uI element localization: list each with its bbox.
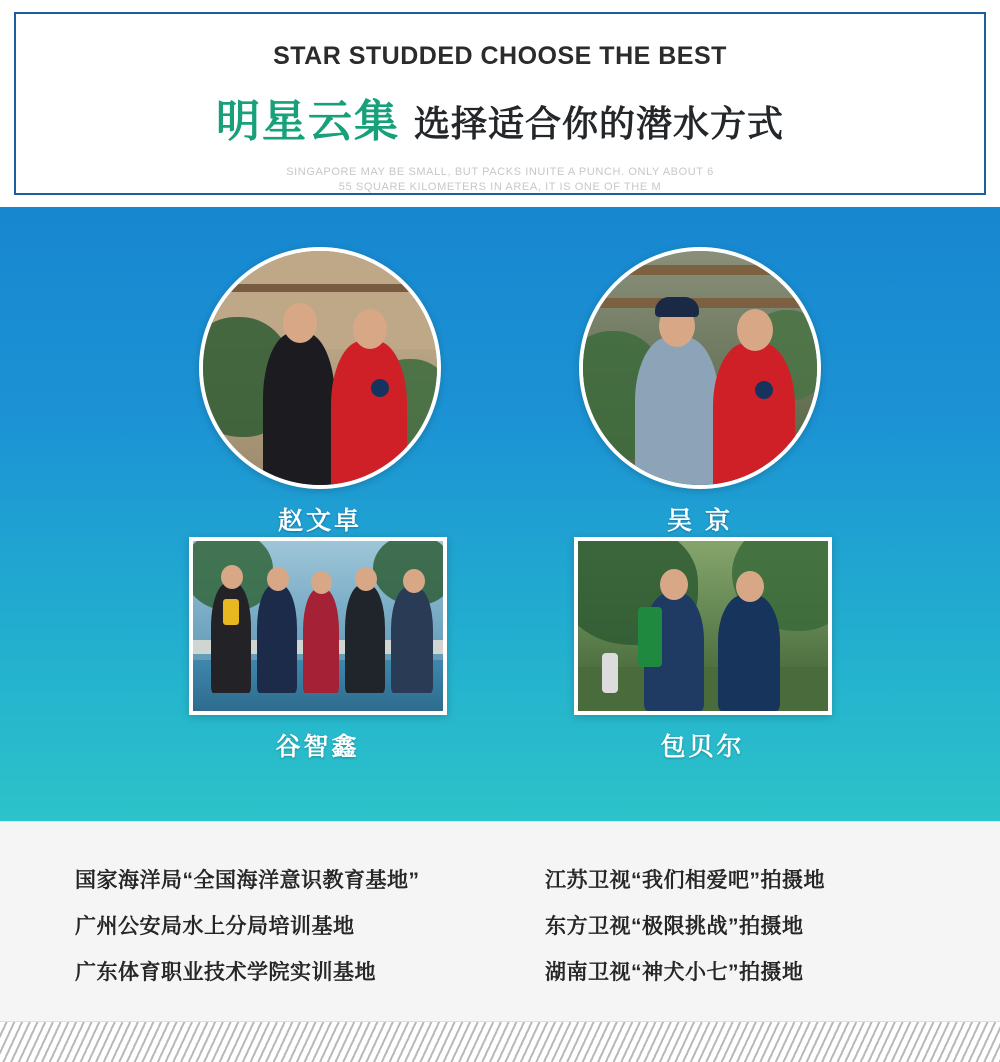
fact-line: 广东体育职业技术学院实训基地 [75, 960, 376, 984]
header-title-highlight: 明星云集 [215, 97, 400, 146]
header-content [12, 14, 988, 197]
star-photo-circle [199, 247, 441, 489]
star-name: 谷智鑫 [275, 733, 360, 761]
hatched-divider [0, 1021, 1000, 1062]
facts-columns [75, 864, 925, 986]
facts-column-left [75, 864, 515, 986]
page-header [0, 0, 1000, 207]
star-photo-scene [583, 251, 817, 485]
star-photo-rect [574, 537, 832, 715]
stars-grid [0, 207, 1000, 821]
fact-line: 广州公安局水上分局培训基地 [75, 914, 355, 938]
header-subtitle [286, 165, 714, 195]
header-title-main: 选择适合你的潜水方式 [413, 103, 784, 144]
star-name: 赵文卓 [277, 507, 362, 535]
facts-section [0, 821, 1000, 1021]
star-item [185, 537, 450, 763]
star-item [190, 247, 450, 537]
star-photo-circle [579, 247, 821, 489]
fact-line: 东方卫视“极限挑战”拍摄地 [545, 914, 804, 938]
fact-line: 湖南卫视“神犬小七”拍摄地 [545, 960, 804, 984]
fact-line: 国家海洋局“全国海洋意识教育基地” [75, 868, 420, 892]
star-item [570, 537, 835, 763]
star-name: 吴 京 [667, 507, 733, 535]
header-eyebrow: STAR STUDDED CHOOSE THE BEST [273, 42, 727, 70]
header-title [216, 85, 784, 149]
facts-column-right [545, 864, 925, 986]
header-subtitle-line-1: SINGAPORE MAY BE SMALL, BUT PACKS INUITE A PUNCH. ONLY ABOUT 6 [286, 166, 714, 178]
fact-line: 江苏卫视“我们相爱吧”拍摄地 [545, 868, 825, 892]
star-photo-scene [193, 541, 443, 711]
stars-panel [0, 207, 1000, 821]
header-subtitle-line-2: 55 SQUARE KILOMETERS IN AREA, IT IS ONE OF THE M [338, 181, 662, 193]
star-photo-scene [203, 251, 437, 485]
star-photo-rect [189, 537, 447, 715]
star-item [570, 247, 830, 537]
star-photo-scene [578, 541, 828, 711]
star-name: 包贝尔 [660, 733, 745, 761]
